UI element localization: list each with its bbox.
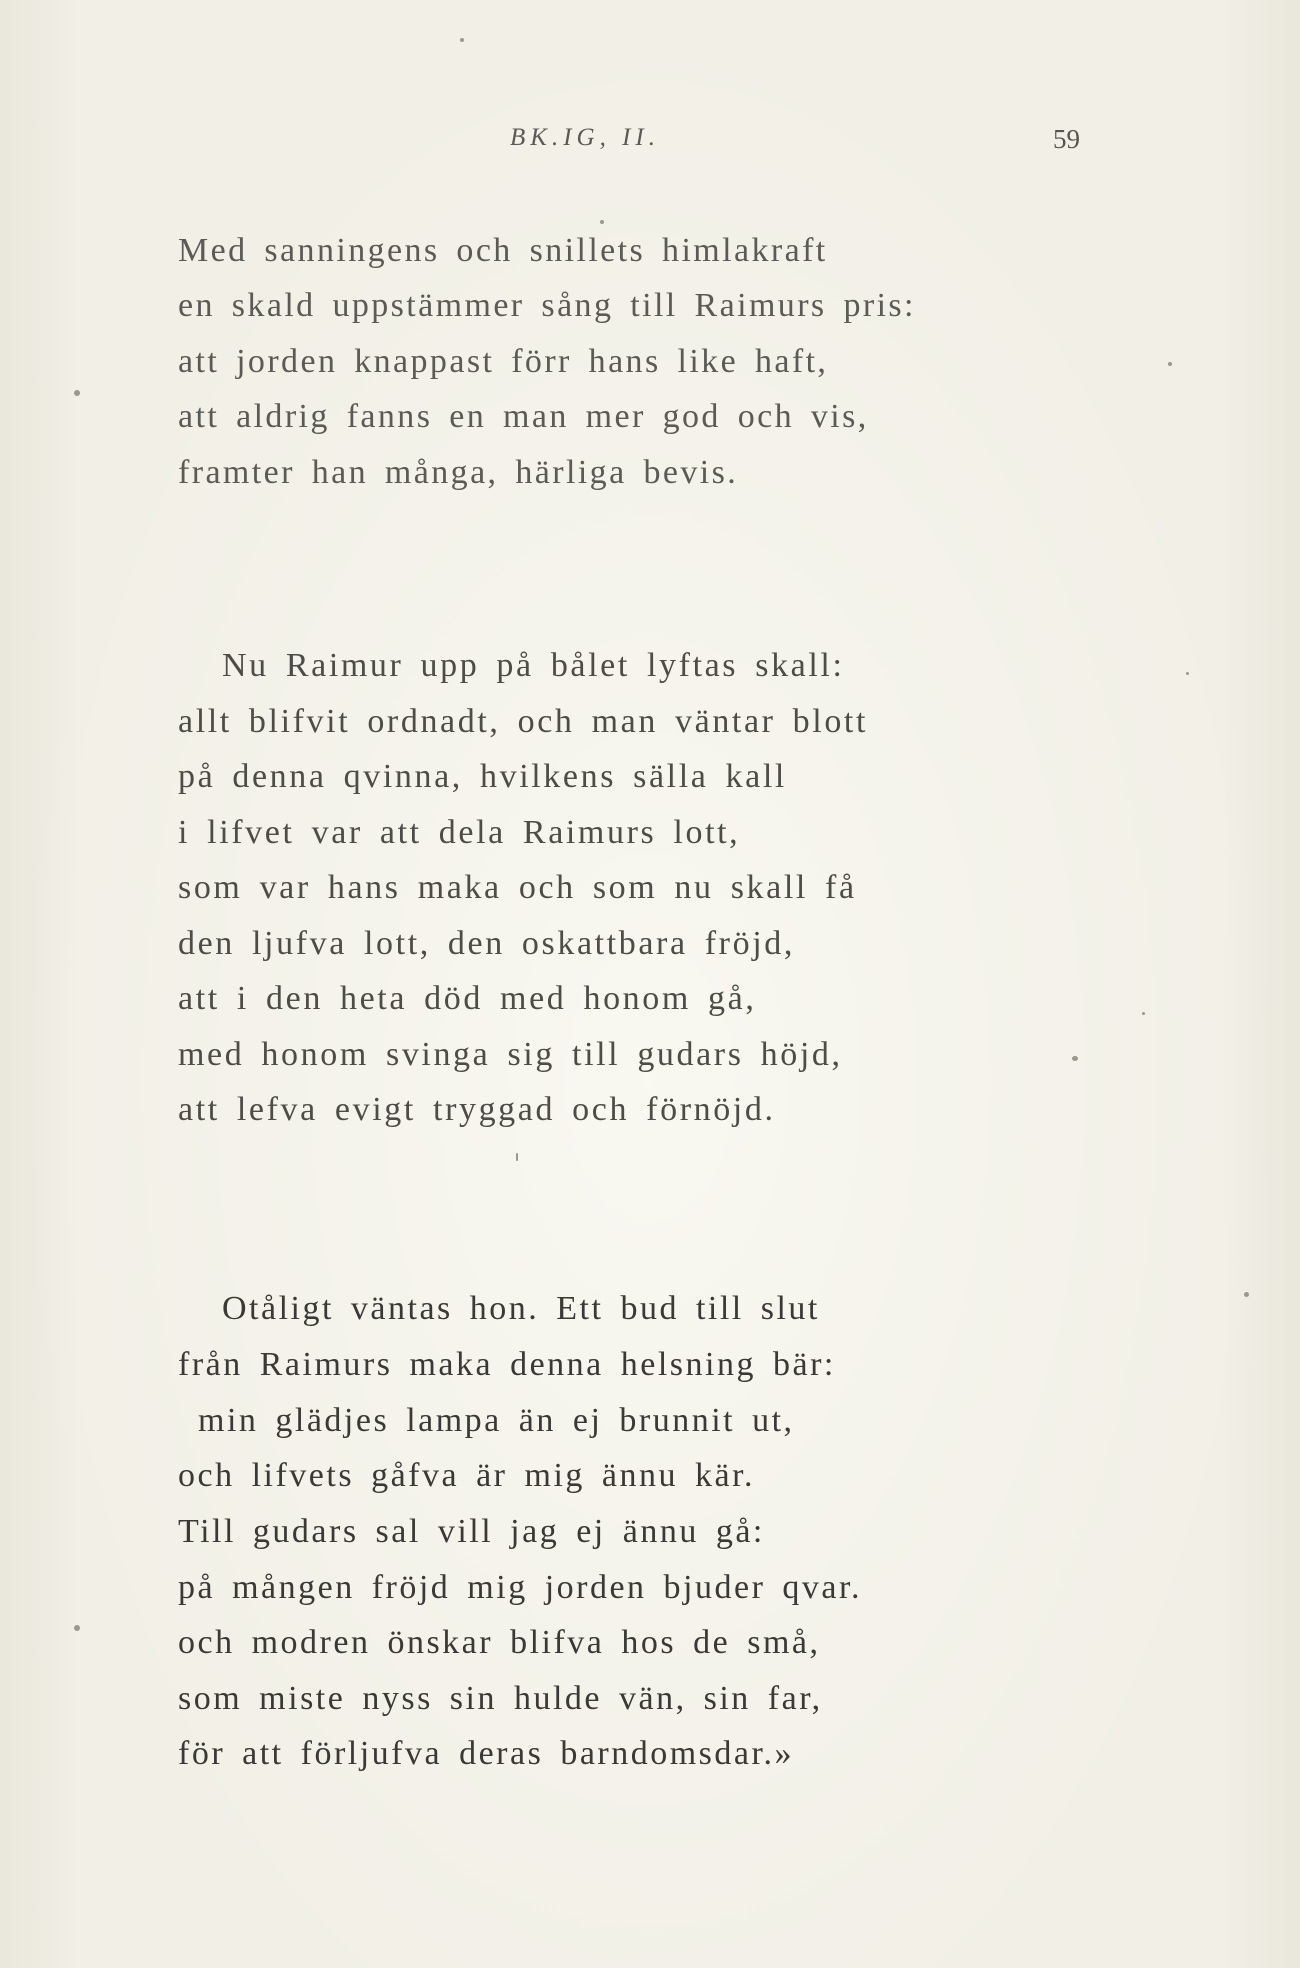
- verse-line: som miste nyss sin hulde vän, sin far,: [178, 1680, 823, 1717]
- verse-line: att lefva evigt tryggad och förnöjd.: [178, 1091, 776, 1128]
- dust-speck: [74, 390, 80, 396]
- verse-line: allt blifvit ordnadt, och man väntar blott: [178, 703, 869, 740]
- running-head: [0, 124, 1300, 164]
- verse-line: framter han många, härliga bevis.: [178, 454, 739, 491]
- verse-line: som var hans maka och som nu skall få: [178, 869, 857, 906]
- verse-line: Till gudars sal vill jag ej ännu gå:: [178, 1513, 765, 1550]
- verse-line: för att förljufva deras barndomsdar.»: [178, 1735, 794, 1772]
- dust-speck: [1244, 1292, 1249, 1297]
- verse-line: min glädjes lampa än ej brunnit ut,: [198, 1402, 795, 1439]
- page-number: 59: [1053, 124, 1080, 154]
- verse-line: den ljufva lott, den oskattbara fröjd,: [178, 925, 795, 962]
- dust-speck: [516, 1153, 518, 1161]
- verse-line: Nu Raimur upp på bålet lyftas skall:: [222, 647, 845, 684]
- verse-line: från Raimurs maka denna helsning bär:: [178, 1346, 836, 1383]
- dust-speck: [74, 1625, 80, 1631]
- verse-line: att jorden knappast förr hans like haft,: [178, 343, 829, 380]
- verse-line: med honom svinga sig till gudars höjd,: [178, 1036, 843, 1073]
- dust-speck: [1186, 672, 1189, 675]
- dust-speck: [460, 38, 464, 42]
- dust-speck: [1142, 1012, 1145, 1015]
- verse-line: att aldrig fanns en man mer god och vis,: [178, 398, 869, 435]
- verse-line: på mången fröjd mig jorden bjuder qvar.: [178, 1569, 862, 1606]
- verse-line: och modren önskar blifva hos de små,: [178, 1624, 821, 1661]
- dust-speck: [1072, 1056, 1078, 1061]
- verse-line: Otåligt väntas hon. Ett bud till slut: [222, 1290, 820, 1327]
- verse-line: en skald uppstämmer sång till Raimurs pris:: [178, 287, 916, 324]
- running-title: BK.IG, II.: [510, 124, 660, 151]
- verse-line: och lifvets gåfva är mig ännu kär.: [178, 1457, 756, 1494]
- dust-speck: [600, 220, 604, 224]
- verse-line: på denna qvinna, hvilkens sälla kall: [178, 758, 787, 795]
- verse-line: att i den heta död med honom gå,: [178, 980, 757, 1017]
- verse-line: i lifvet var att dela Raimurs lott,: [178, 814, 741, 851]
- dust-speck: [1168, 362, 1172, 366]
- verse-line: Med sanningens och snillets himlakraft: [178, 232, 828, 269]
